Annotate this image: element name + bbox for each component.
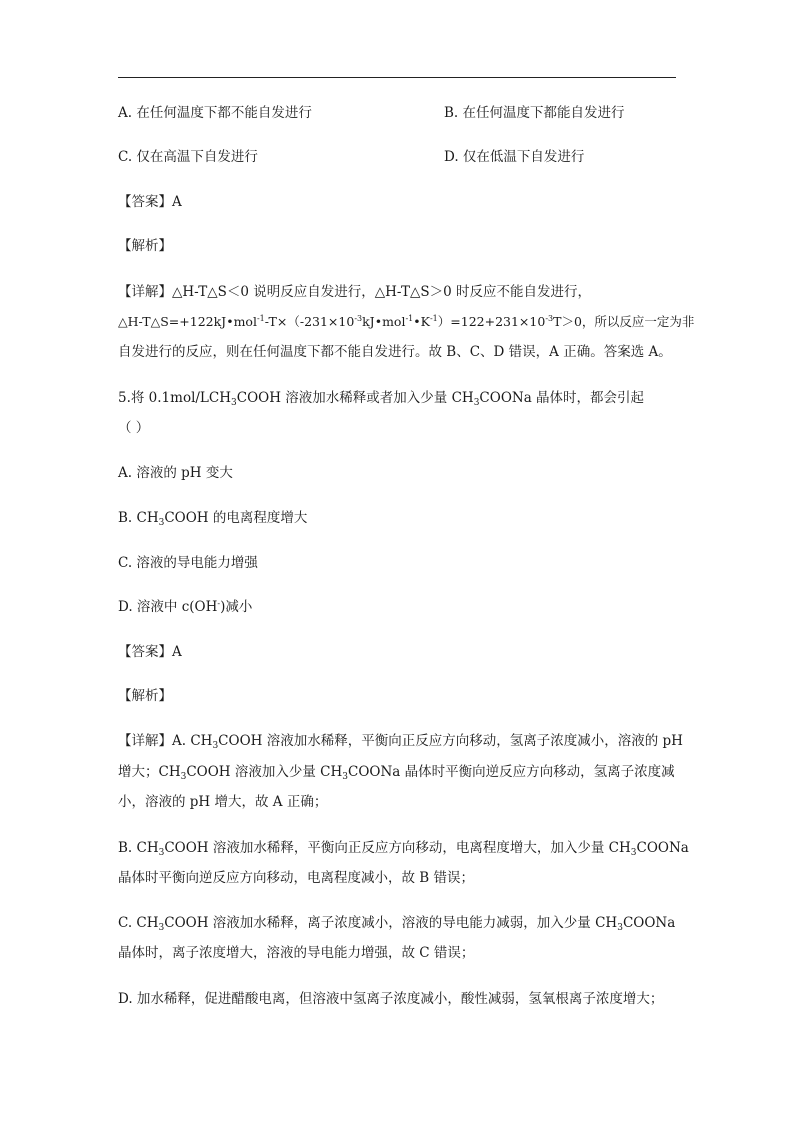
q5-option-c: C. 溶液的导电能力增强 <box>118 555 258 571</box>
q5-option-b: B. $CH_3COOH$ 的电离程度增大 <box>118 510 308 528</box>
q4-option-a: A. 在任何温度下都不能自发进行 <box>118 105 312 121</box>
q5-detail-a-line-2: 增大；$CH_3COOH$ 溶液加入少量 $CH_3COONa$ 晶体时平衡向逆反应方向移动，氢离子浓度减 <box>118 764 675 782</box>
q4-analysis-heading: 【解析】 <box>118 238 172 254</box>
q4-answer: 【答案】A <box>118 194 182 210</box>
q5-detail-c-line-2: 晶体时，离子浓度增大，溶液的导电能力增强，故 C 错误； <box>118 945 475 961</box>
header-rule <box>118 77 676 78</box>
q5-option-a: A. 溶液的 pH 变大 <box>118 465 233 481</box>
q5-detail-c-line-1: C. $CH_3COOH$ 溶液加水稀释，离子浓度减小，溶液的导电能力减弱，加入少量 $CH_3COONa$ <box>118 915 676 933</box>
q5-detail-b-line-1: B. $CH_3COOH$ 溶液加水稀释，平衡向正反应方向移动，电离程度增大，加入少量 $CH_3COONa$ <box>118 840 689 858</box>
q4-option-b: B. 在任何温度下都能自发进行 <box>444 105 625 121</box>
q4-detail-line-3: 自发进行的反应，则在任何温度下都不能自发进行。故 B、C、D 错误，A 正确。答案选 A。 <box>118 344 672 360</box>
q5-option-d: D. 溶液中 c(OH-)减小 <box>118 599 253 615</box>
q4-option-d: D. 仅在低温下自发进行 <box>444 149 585 165</box>
q4-option-c: C. 仅在高温下自发进行 <box>118 149 258 165</box>
q5-stem-blank: （ ） <box>118 420 150 436</box>
q4-detail-line-1: 【详解】△H-T△S＜0 说明反应自发进行，△H-T△S＞0 时反应不能自发进行， <box>118 284 592 300</box>
q5-detail-b-line-2: 晶体时平衡向逆反应方向移动，电离程度减小，故 B 错误； <box>118 870 475 886</box>
q5-detail-a-line-1: 【详解】A. $CH_3COOH$ 溶液加水稀释，平衡向正反应方向移动，氢离子浓度减小，溶液的 pH <box>118 733 683 751</box>
q5-answer: 【答案】A <box>118 644 182 660</box>
q5-stem: 5.将 $0.1mol/LCH_3COOH$ 溶液加水稀释或者加入少量 $CH_3COONa$ 晶体时，都会引起 <box>118 390 645 408</box>
q5-detail-a-line-3: 小，溶液的 pH 增大，故 A 正确； <box>118 794 328 810</box>
q5-detail-d-line-1: D. 加水稀释，促进醋酸电离，但溶液中氢离子浓度减小，酸性减弱，氢氧根离子浓度增大； <box>118 991 664 1007</box>
q5-analysis-heading: 【解析】 <box>118 688 172 704</box>
q4-detail-line-2: $\triangle H-T\triangle S=+122kJ•mol^{-1}-T\times(-231\times 10^{-3}kJ•mol^{-1}•K^{-1})=122+231\times 10^{-3}T>0$，所以反应一定为非 <box>118 314 695 329</box>
